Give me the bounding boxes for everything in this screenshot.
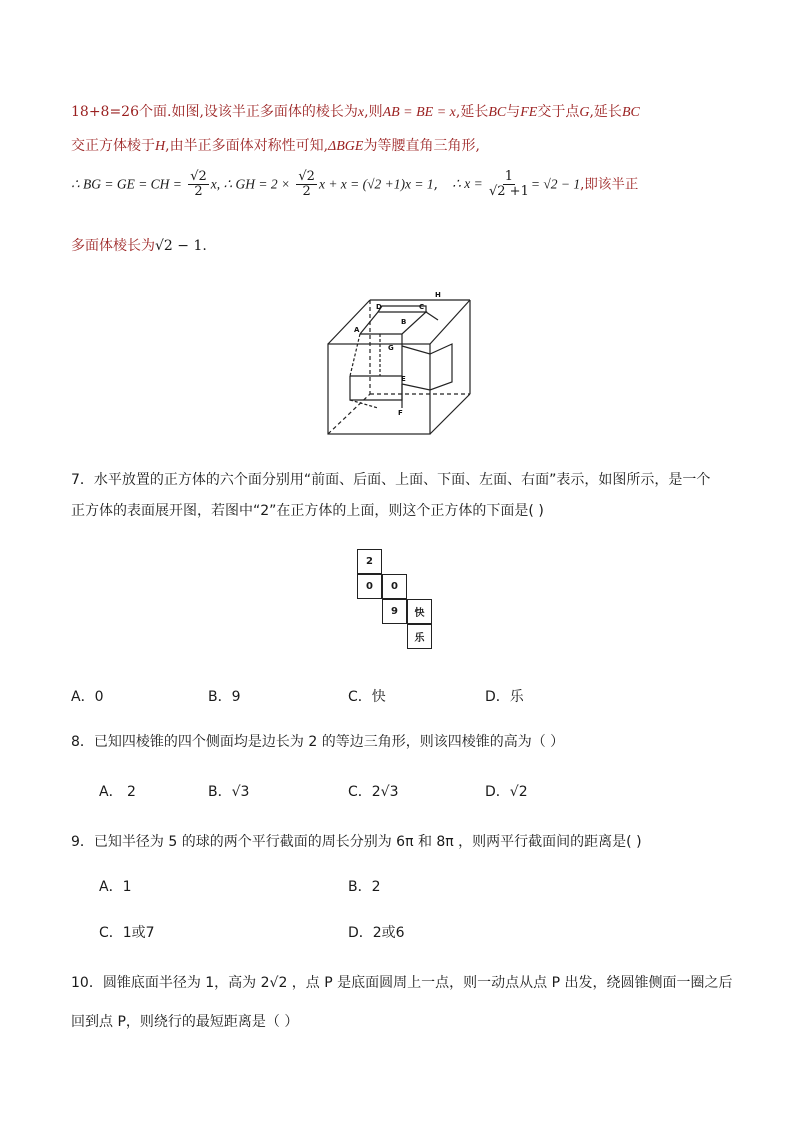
question-10-line-2: 回到点 P，则绕行的最短距离是（ ） <box>71 1014 299 1030</box>
net-cell: 0 <box>382 574 407 599</box>
net-cell: 快 <box>407 599 432 624</box>
label-G: G <box>388 344 394 352</box>
question-10-line-1: 10．圆锥底面半径为 1，高为 2√2 ，点 P 是底面圆周上一点，则一动点从点 P 出发，绕圆锥侧面一圈之后 <box>71 975 733 991</box>
label-A: A <box>354 326 360 334</box>
label-C: C <box>419 303 425 311</box>
cube-net <box>357 549 437 654</box>
q7-option-d[interactable]: D．乐 <box>485 689 524 705</box>
question-9-text: 9．已知半径为 5 的球的两个平行截面的周长分别为 6π 和 8π ，则两平行截面间的距离是( ) <box>71 834 642 850</box>
solution-line-4: 多面体棱长为√2 − 1. <box>71 238 207 254</box>
q9-option-c[interactable]: C．1或7 <box>99 925 155 941</box>
label-E: E <box>401 375 406 383</box>
question-8-text: 8．已知四棱锥的四个侧面均是边长为 2 的等边三角形，则该四棱锥的高为（ ） <box>71 734 565 750</box>
net-cell: 2 <box>357 549 382 574</box>
fraction-1-over-sqrt2-plus-1: $\frac{1}{√2 +1}$ <box>489 169 529 200</box>
q9-option-d[interactable]: D．2或6 <box>348 925 405 941</box>
q8-option-b[interactable]: B．√3 <box>208 784 250 800</box>
question-7-line-1: 7．水平放置的正方体的六个面分别用“前面、后面、上面、下面、左面、右面”表示，如图所示，是一个 <box>71 472 711 488</box>
q7-option-b[interactable]: B．9 <box>208 689 241 705</box>
label-D: D <box>376 303 382 311</box>
label-B: B <box>401 318 407 326</box>
q8-option-d[interactable]: D．√2 <box>485 784 528 800</box>
q9-option-b[interactable]: B．2 <box>348 879 381 895</box>
label-H: H <box>435 291 441 299</box>
net-cell: 9 <box>382 599 407 624</box>
solution-eq-faces: 18+8=26 <box>71 104 139 120</box>
fraction-sqrt2-over-2: $\frac{√2}{2}$ <box>190 169 207 200</box>
label-F: F <box>398 409 403 417</box>
solution-line-2: 交正方体棱于H,由半正多面体对称性可知,ΔBGE为等腰直角三角形, <box>71 138 480 154</box>
solution-line-1: 18+8=26个面.如图,设该半正多面体的棱长为x,则AB = BE = x,延长BC与FE交于点G,延长BC <box>71 104 640 120</box>
net-cell: 0 <box>357 574 382 599</box>
net-cell: 乐 <box>407 624 432 649</box>
q8-option-c[interactable]: C．2√3 <box>348 784 399 800</box>
q8-option-a[interactable]: A． 2 <box>99 784 136 800</box>
q7-option-a[interactable]: A．0 <box>71 689 104 705</box>
fraction-sqrt2-over-2-b: $\frac{√2}{2}$ <box>298 169 315 200</box>
semi-regular-polyhedron-figure <box>322 290 482 440</box>
q9-option-a[interactable]: A．1 <box>99 879 132 895</box>
solution-line-3: ∴ BG = GE = CH = $\frac{√2}{2}$ x, ∴ GH = 2 × $\frac{√2}{2}$ x + x = (√2 +1)x = 1, ∴ x = $\frac{1}{√2 +1}$ = √2 − 1,即该半正 <box>71 169 639 200</box>
question-7-line-2: 正方体的表面展开图，若图中“2”在正方体的上面，则这个正方体的下面是( ) <box>71 503 544 519</box>
q7-option-c[interactable]: C．快 <box>348 689 386 705</box>
